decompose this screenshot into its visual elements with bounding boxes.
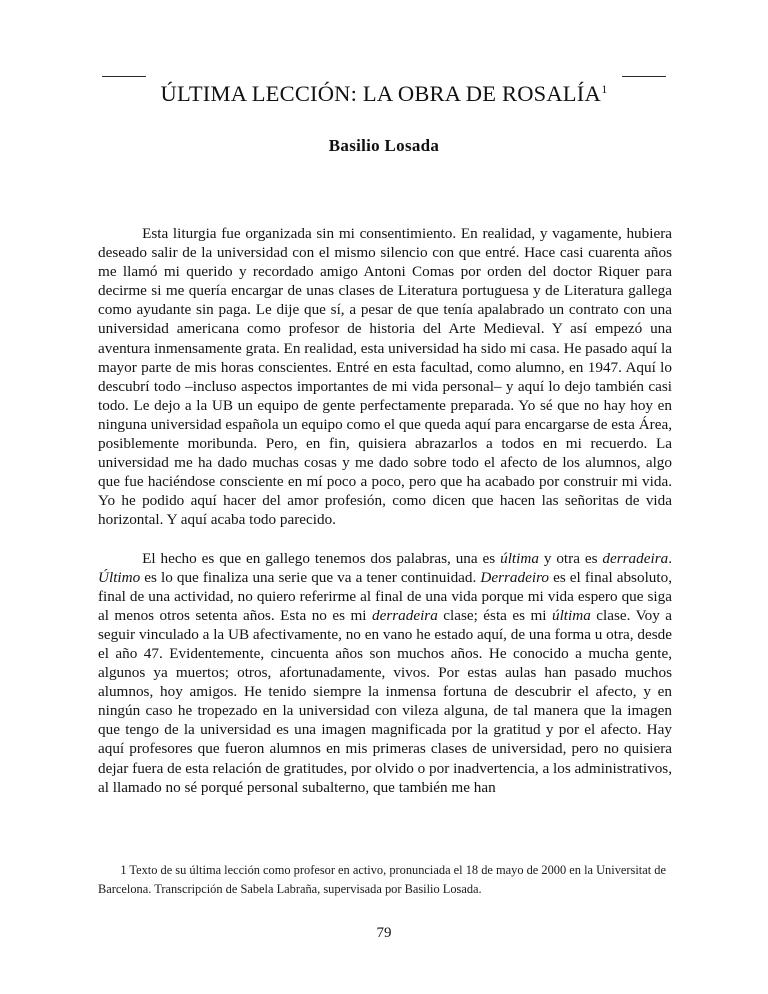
paragraph-2-run-1: El hecho es que en gallego tenemos dos palabras, una es (142, 549, 501, 567)
title-rule-left (102, 76, 146, 77)
paragraph-2-emphasis-2: derradeira (602, 549, 669, 567)
page-title-text: ÚLTIMA LECCIÓN: LA OBRA DE ROSALÍA (160, 81, 601, 107)
paragraph-2-run-6: clase; ésta es mi (437, 606, 552, 624)
body-paragraph-2 (98, 549, 672, 797)
title-footnote-marker: 1 (601, 82, 608, 96)
paragraph-2-emphasis-5: derradeira (371, 606, 438, 624)
paragraph-2-run-7: clase. Voy a seguir vinculado a la UB afectivamente, no en vano he estado aquí, de una forma u otra, desde el año 47. Evidentemente, cincuenta años son muchos años. He conocido a mucha gente, algunos ya muertos; otros, afortunadamente, vivos. Por estas aulas han pasado muchos alumnos, hoy amigos. He tenido siempre la inmensa fortuna de descubrir el afecto, y en ningún caso he tropezado en la universidad con vileza alguna, de tal manera que la imagen que tengo de la universidad es una imagen magnificada por la gratitud y por el afecto. Hay aquí profesores que fueron alumnos en mis primeras clases de universidad, pero no quisiera dejar fuera de esta relación de gratitudes, por olvido o por inadvertencia, a los administrativos, al llamado no sé porqué personal subalterno, que también me han (98, 606, 673, 796)
paragraph-2-emphasis-6: última (551, 606, 591, 624)
paragraph-2-run-4: es lo que finaliza una serie que va a tener continuidad. (140, 568, 481, 586)
paragraph-2-run-5: es el final absoluto, final de una actividad, no quiero referirme al final de una vida porque mi vida espero que siga al menos otros setenta años. Esta no es mi (98, 568, 672, 624)
paragraph-2-emphasis-4: Derradeiro (480, 568, 550, 586)
paragraph-1-run-1: Esta liturgia fue organizada sin mi consentimiento. En realidad, y vagamente, hubiera deseado salir de la universidad con el mismo silencio con que entré. Hace casi cuarenta años me llamó mi querido y recordado amigo Antoni Comas por orden del doctor Riquer para decirme si me quería encargar de unas clases de Literatura portuguesa y de Literatura gallega como ayudante sin paga. Le dije que sí, a pesar de que tenía apalabrado un contrato con una universidad americana como profesor de historia del Arte Medieval. Y así empezó una aventura inmensamente grata. En realidad, esta universidad ha sido mi casa. He pasado aquí la mayor parte de mis horas conscientes. Entré en esta facultad, como alumno, en 1947. Aquí lo descubrí todo –incluso aspectos importantes de mi vida personal– y aquí lo dejo también casi todo. Le dejo a la UB un equipo de gente perfectamente preparada. Yo sé que no hay hoy en ninguna universidad española un equipo como el que queda aquí para encargarse de esta Área, posiblemente moribunda. Pero, en fin, quisiera abrazarlos a todos en mi recuerdo. La universidad me ha dado muchas cosas y me dado sobre todo el afecto de los alumnos, algo que fue haciéndose consciente en mí poco a poco, pero que ha acabado por construir mi vida. Yo he podido aquí hacer del amor profesión, como dicen que hacen las señoritas de vida horizontal. Y aquí acaba todo parecido. (98, 225, 672, 529)
author-byline: Basilio Losada (328, 136, 440, 155)
footnote-text: 1 Texto de su última lección como profesor en activo, pronunciada el 18 de mayo de 2000 en la Universitat de Barcelona. Transcripción de Sabela Labraña, supervisada por Basilio Losada. (98, 863, 666, 896)
title-block (0, 66, 768, 121)
page-title (161, 81, 608, 106)
paragraph-2-run-3: . (668, 549, 673, 567)
paragraph-2-emphasis-3: Último (98, 568, 141, 586)
body-text-column (98, 224, 672, 797)
title-rule-right (622, 76, 666, 77)
page-number: 79 (376, 925, 392, 941)
body-paragraph-1 (98, 224, 672, 530)
paragraph-2-emphasis-1: última (500, 549, 539, 567)
paragraph-2-run-2: y otra es (538, 549, 603, 567)
